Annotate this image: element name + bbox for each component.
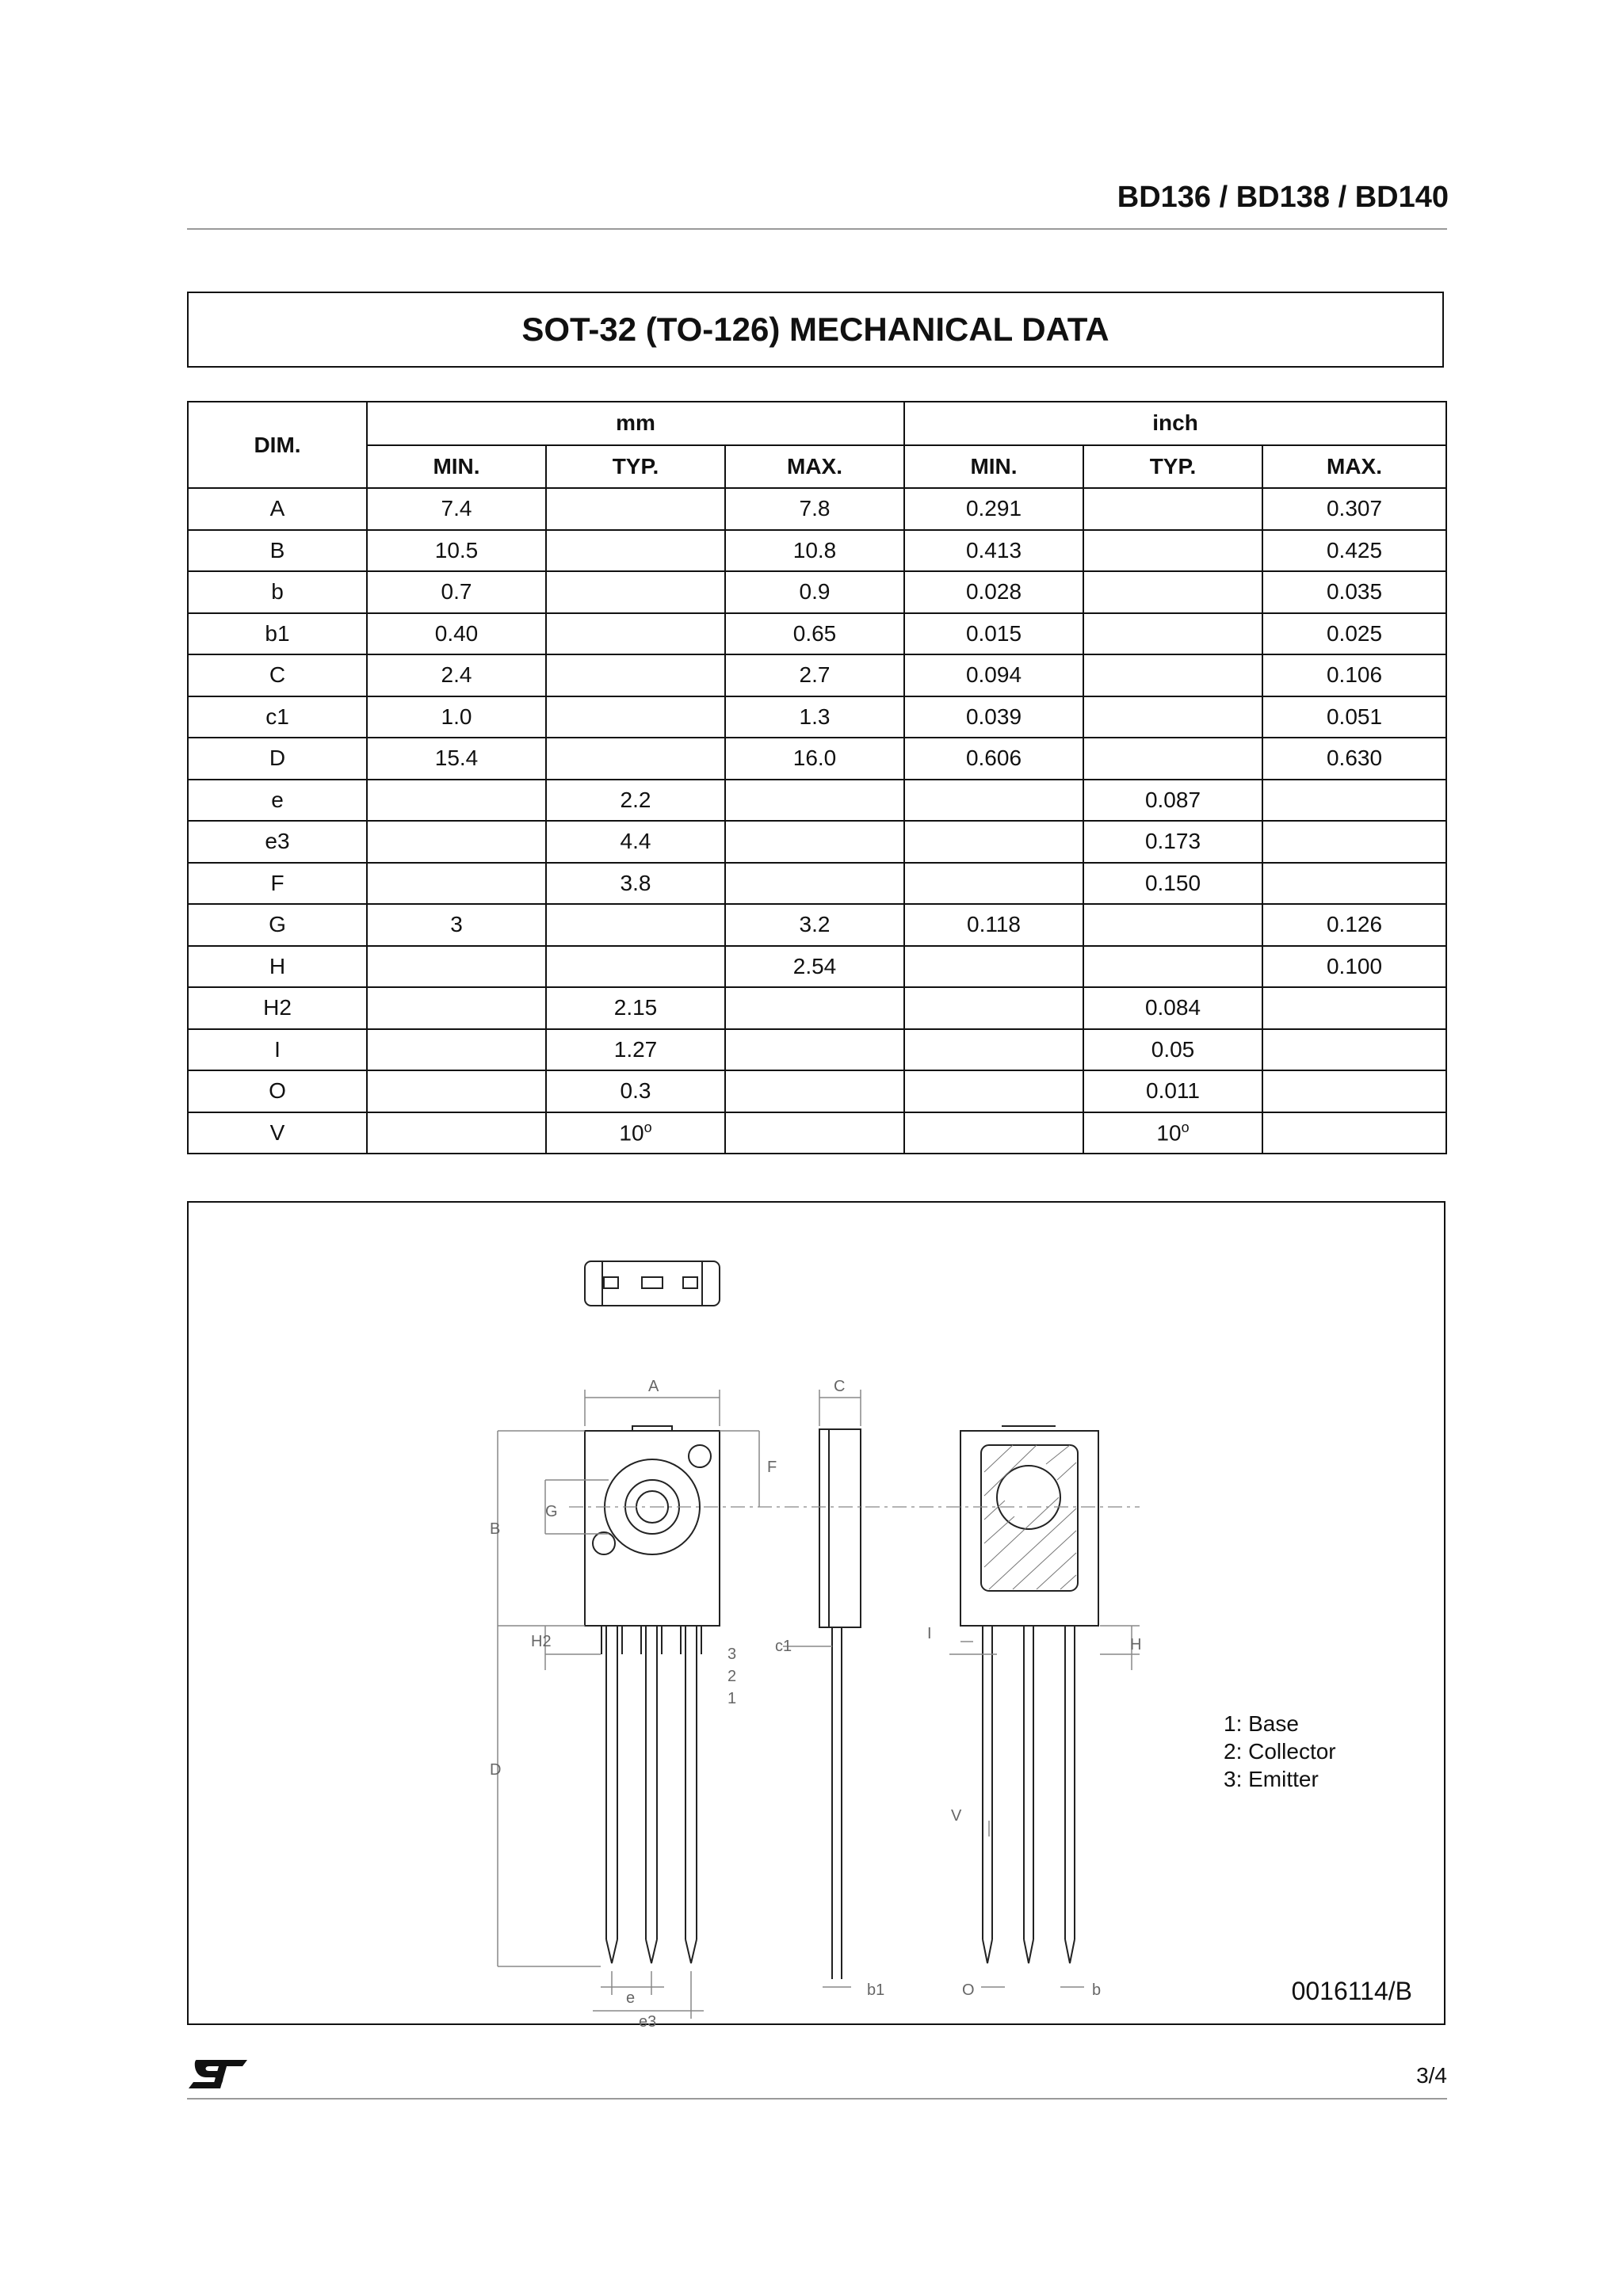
value-cell	[1083, 654, 1262, 696]
label-V: V	[951, 1807, 962, 1825]
value-cell: 2.7	[725, 654, 904, 696]
value-cell	[367, 946, 546, 988]
table-row	[188, 987, 1446, 1029]
value-cell: 10.8	[725, 530, 904, 572]
document-title: BD136 / BD138 / BD140	[1117, 181, 1449, 214]
label-e3: e3	[639, 2013, 657, 2027]
label-c1: c1	[775, 1638, 792, 1655]
dim-cell: H2	[188, 987, 367, 1029]
table-row	[188, 654, 1446, 696]
dim-cell: e	[188, 780, 367, 822]
value-cell	[546, 696, 725, 738]
value-cell: 0.028	[904, 571, 1083, 613]
label-I: I	[927, 1625, 932, 1642]
value-cell: 0.087	[1083, 780, 1262, 822]
dim-cell: F	[188, 863, 367, 905]
table-row	[188, 738, 1446, 780]
value-cell: 0.413	[904, 530, 1083, 572]
dim-cell: B	[188, 530, 367, 572]
value-cell	[1083, 904, 1262, 946]
value-cell	[725, 1112, 904, 1154]
value-cell: 10$^o$	[546, 1112, 725, 1154]
value-cell: 0.118	[904, 904, 1083, 946]
header-divider	[187, 228, 1447, 230]
value-cell: 2.4	[367, 654, 546, 696]
value-cell	[725, 863, 904, 905]
value-cell	[904, 1070, 1083, 1112]
value-cell: 0.425	[1262, 530, 1446, 572]
value-cell: 10.5	[367, 530, 546, 572]
value-cell: 16.0	[725, 738, 904, 780]
value-cell	[367, 780, 546, 822]
value-cell: 0.106	[1262, 654, 1446, 696]
label-D: D	[490, 1761, 502, 1779]
legend-item: 1: Base	[1224, 1711, 1299, 1736]
mechanical-data-table	[187, 401, 1447, 1154]
subheader: MAX.	[725, 445, 904, 489]
value-cell: 0.035	[1262, 571, 1446, 613]
value-cell	[1262, 987, 1446, 1029]
dim-cell: e3	[188, 821, 367, 863]
value-cell	[367, 987, 546, 1029]
value-cell: 0.05	[1083, 1029, 1262, 1071]
mm-header: mm	[367, 402, 904, 445]
value-cell	[725, 987, 904, 1029]
value-cell	[367, 863, 546, 905]
value-cell: 0.039	[904, 696, 1083, 738]
value-cell: 0.291	[904, 488, 1083, 530]
value-cell: 0.150	[1083, 863, 1262, 905]
value-cell	[546, 488, 725, 530]
table-row	[188, 821, 1446, 863]
value-cell	[546, 571, 725, 613]
value-cell	[546, 904, 725, 946]
value-cell: 0.9	[725, 571, 904, 613]
value-cell	[1083, 571, 1262, 613]
value-cell	[1262, 780, 1446, 822]
legend-item: 3: Emitter	[1224, 1767, 1319, 1791]
value-cell: 0.40	[367, 613, 546, 655]
st-logo	[185, 2057, 250, 2096]
footer-divider	[187, 2098, 1447, 2100]
value-cell: 3.2	[725, 904, 904, 946]
label-G: G	[545, 1503, 558, 1520]
value-cell	[1083, 946, 1262, 988]
drawing-code: 0016114/B	[1291, 1977, 1412, 2005]
label-O: O	[962, 1981, 975, 1999]
dim-cell: O	[188, 1070, 367, 1112]
value-cell: 7.4	[367, 488, 546, 530]
value-cell: 0.126	[1262, 904, 1446, 946]
label-H2: H2	[531, 1633, 552, 1650]
table-row	[188, 530, 1446, 572]
value-cell	[367, 1112, 546, 1154]
package-drawing	[187, 1201, 1445, 2025]
value-cell: 1.0	[367, 696, 546, 738]
label-b1: b1	[867, 1981, 885, 1999]
table-row	[188, 1112, 1446, 1154]
label-A: A	[648, 1378, 659, 1395]
table-body	[188, 488, 1446, 1154]
value-cell: 3	[367, 904, 546, 946]
value-cell	[904, 1112, 1083, 1154]
value-cell	[367, 821, 546, 863]
label-b: b	[1092, 1981, 1102, 1999]
pin-legend	[1224, 1710, 1336, 1793]
table-row	[188, 488, 1446, 530]
label-H: H	[1130, 1636, 1142, 1653]
table-row	[188, 696, 1446, 738]
value-cell: 0.3	[546, 1070, 725, 1112]
value-cell	[904, 946, 1083, 988]
value-cell: 0.094	[904, 654, 1083, 696]
subheader: TYP.	[1083, 445, 1262, 489]
value-cell	[725, 780, 904, 822]
value-cell	[904, 987, 1083, 1029]
value-cell	[1083, 738, 1262, 780]
section-title: SOT-32 (TO-126) MECHANICAL DATA	[187, 292, 1444, 368]
value-cell: 0.025	[1262, 613, 1446, 655]
value-cell: 1.3	[725, 696, 904, 738]
subheader: MAX.	[1262, 445, 1446, 489]
value-cell	[904, 1029, 1083, 1071]
dim-cell: G	[188, 904, 367, 946]
value-cell: 4.4	[546, 821, 725, 863]
value-cell	[1262, 863, 1446, 905]
value-cell	[546, 946, 725, 988]
value-cell: 2.54	[725, 946, 904, 988]
value-cell	[1083, 613, 1262, 655]
subheader: MIN.	[904, 445, 1083, 489]
dim-cell: b1	[188, 613, 367, 655]
value-cell: 0.7	[367, 571, 546, 613]
table-row	[188, 863, 1446, 905]
value-cell	[546, 654, 725, 696]
value-cell: 1.27	[546, 1029, 725, 1071]
dim-cell: H	[188, 946, 367, 988]
value-cell: 0.015	[904, 613, 1083, 655]
dim-cell: I	[188, 1029, 367, 1071]
value-cell: 0.011	[1083, 1070, 1262, 1112]
value-cell	[1262, 1029, 1446, 1071]
value-cell: 10$^o$	[1083, 1112, 1262, 1154]
value-cell	[1262, 1112, 1446, 1154]
table-row	[188, 1029, 1446, 1071]
value-cell	[546, 530, 725, 572]
dim-cell: c1	[188, 696, 367, 738]
label-pin2: 2	[727, 1668, 737, 1685]
table-row	[188, 946, 1446, 988]
value-cell: 0.606	[904, 738, 1083, 780]
value-cell: 0.173	[1083, 821, 1262, 863]
side-view-body	[819, 1429, 861, 1627]
label-pin3: 3	[727, 1646, 737, 1663]
value-cell	[367, 1029, 546, 1071]
page-number: 3/4	[1416, 2063, 1447, 2088]
dim-cell: A	[188, 488, 367, 530]
label-pin1: 1	[727, 1690, 737, 1707]
value-cell	[367, 1070, 546, 1112]
dim-cell: V	[188, 1112, 367, 1154]
value-cell: 0.307	[1262, 488, 1446, 530]
value-cell	[725, 1029, 904, 1071]
value-cell	[546, 738, 725, 780]
table-row	[188, 571, 1446, 613]
st-logo-icon	[185, 2057, 250, 2092]
subheader: TYP.	[546, 445, 725, 489]
value-cell	[904, 780, 1083, 822]
label-e: e	[626, 1989, 636, 2007]
subheader: MIN.	[367, 445, 546, 489]
legend-item: 2: Collector	[1224, 1739, 1336, 1764]
value-cell	[1083, 530, 1262, 572]
table-row	[188, 780, 1446, 822]
table-row	[188, 613, 1446, 655]
value-cell: 2.2	[546, 780, 725, 822]
value-cell: 0.100	[1262, 946, 1446, 988]
label-B: B	[490, 1520, 501, 1538]
value-cell: 0.084	[1083, 987, 1262, 1029]
dim-cell: D	[188, 738, 367, 780]
value-cell: 7.8	[725, 488, 904, 530]
table-row	[188, 904, 1446, 946]
dim-cell: b	[188, 571, 367, 613]
value-cell	[725, 821, 904, 863]
value-cell: 2.15	[546, 987, 725, 1029]
mechanical-drawing	[189, 1203, 1447, 2027]
label-F: F	[767, 1459, 777, 1476]
value-cell	[1083, 488, 1262, 530]
dim-cell: C	[188, 654, 367, 696]
table-row	[188, 1070, 1446, 1112]
value-cell	[1262, 1070, 1446, 1112]
value-cell	[904, 821, 1083, 863]
value-cell	[725, 1070, 904, 1112]
value-cell	[904, 863, 1083, 905]
value-cell: 15.4	[367, 738, 546, 780]
dim-header: DIM.	[188, 402, 367, 488]
value-cell	[546, 613, 725, 655]
value-cell	[1083, 696, 1262, 738]
inch-header: inch	[904, 402, 1446, 445]
top-view-outline	[585, 1261, 720, 1306]
value-cell: 0.630	[1262, 738, 1446, 780]
value-cell	[1262, 821, 1446, 863]
value-cell: 3.8	[546, 863, 725, 905]
value-cell: 0.051	[1262, 696, 1446, 738]
value-cell: 0.65	[725, 613, 904, 655]
label-C: C	[834, 1378, 846, 1395]
